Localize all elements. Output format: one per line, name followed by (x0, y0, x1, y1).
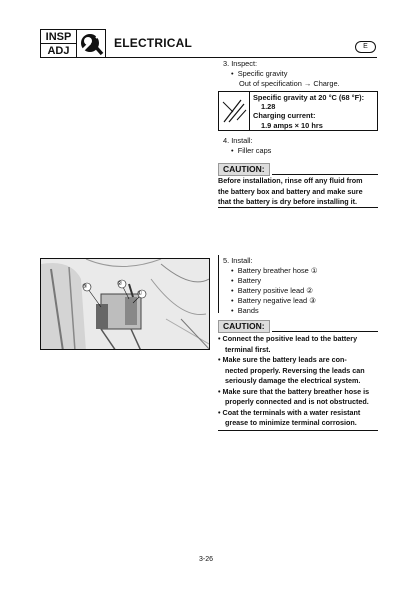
step3-heading: 3. Inspect: (223, 59, 258, 68)
caution-label: CAUTION: (218, 163, 270, 176)
caution1-text: Before installation, rinse off any fluid from the battery box and battery and make sure that the battery is dry before installing it. (218, 176, 363, 206)
measurement-icon (219, 92, 250, 130)
spec-box (218, 91, 378, 131)
step5-bullet: • Battery positive lead ② (231, 286, 313, 295)
step4-heading: 4. Install: (223, 136, 253, 145)
step5-heading: 5. Install: (223, 256, 253, 265)
step5-rule (218, 255, 219, 313)
caution-rule (272, 174, 378, 175)
caution-label: CAUTION: (218, 320, 270, 333)
wrench-screwdriver-icon (77, 29, 106, 58)
callout-2: ② (117, 281, 123, 287)
step3-bullet: • Specific gravity (231, 69, 288, 78)
caution2-item: • Connect the positive lead to the battery terminal first. (218, 334, 358, 354)
step5-bullet: • Battery (231, 276, 262, 285)
caution2-item: • Make sure that the battery breather hose is properly connected and is not obstructed. (218, 386, 370, 406)
page-number: 3-26 (199, 556, 214, 563)
caution1-end-rule (218, 207, 378, 208)
header-rule (106, 57, 377, 58)
caution-rule (272, 331, 378, 332)
spec-text: Specific gravity at 20 °C (68 °F): 1.28 Charging current: 1.9 amps × 10 hrs (253, 93, 365, 130)
insp-adj-badge (40, 29, 77, 58)
adj-label: ADJ (47, 45, 70, 57)
step5-bullet: • Battery negative lead ③ (231, 296, 316, 305)
step5-bullet: • Bands (231, 306, 259, 315)
step3-sub: Out of specification → Charge. (239, 79, 340, 88)
section-title: ELECTRICAL (114, 36, 192, 50)
caution2-item: • Make sure the battery leads are con- nected properly. Reversing the leads can seriously damage the electrical system. (218, 355, 365, 385)
caution2-item: • Coat the terminals with a water resistant grease to minimize terminal corrosion. (218, 407, 361, 427)
callout-1: ① (137, 291, 143, 297)
caution2-list (218, 334, 380, 429)
step4-bullet: • Filler caps (231, 146, 272, 155)
callout-3: ③ (82, 284, 88, 290)
insp-label: INSP (45, 31, 72, 43)
step5-bullet: • Battery breather hose ① (231, 266, 318, 275)
caution2-end-rule (218, 430, 378, 431)
battery-photo (40, 258, 210, 350)
language-badge: E (355, 41, 376, 53)
